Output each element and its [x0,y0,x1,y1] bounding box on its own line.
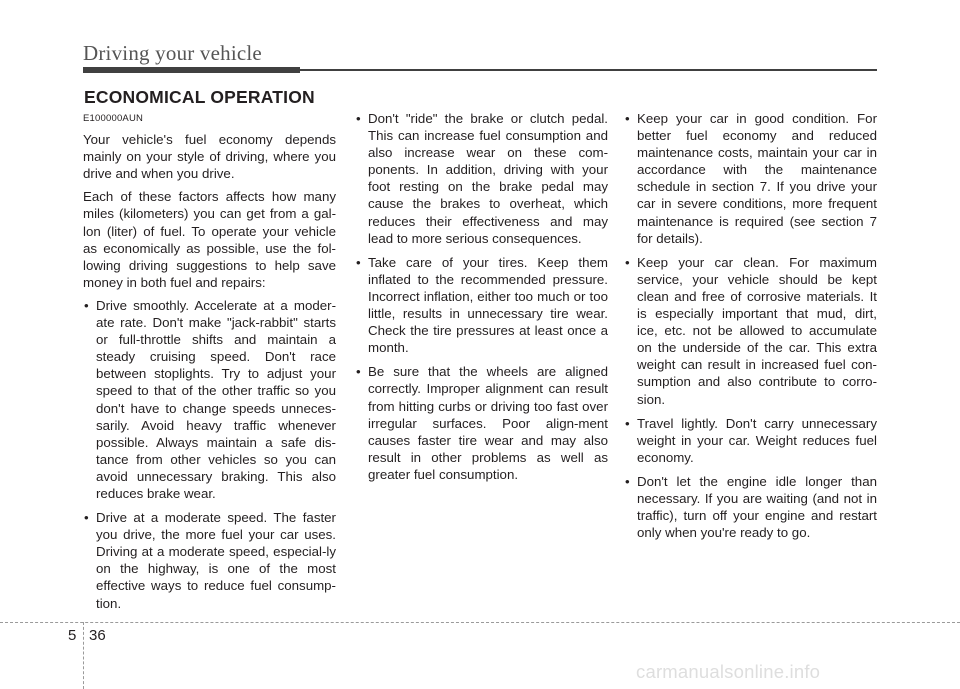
text-column-1 [83,110,336,619]
bullet-list [83,297,336,612]
list-item-text: Don't let the engine idle longer than necessary. If you are waiting (and not in traffic), turn off your engine and restart only when you're ready to go. [637,473,877,541]
chapter-number: 5 [68,627,77,644]
header-title: Driving your vehicle [83,41,262,65]
bullet-icon: • [625,254,630,270]
list-item-text: Drive at a moderate speed. The faster you drive, the more fuel your car uses. Driving at a moderate speed, especial-ly on the highway, is one of the most effective ways to reduce fuel consump-tion. [96,510,336,611]
list-item [355,363,608,483]
list-item-text: Keep your car clean. For maximum service, your vehicle should be kept clean and free of corrosive materials. It is especially important that mud, dirt, ice, etc. not be allowed to accumulate on the underside of the car. This extra weight can result in increased fuel con-sumption and also contribute to corro-sion. [637,254,877,407]
list-item [624,415,877,466]
bullet-icon: • [356,254,361,270]
paragraph: Each of these factors affects how many miles (kilometers) you can get from a gal-lon (liter) of fuel. To operate your vehicle as economically as possible, use the fol-lowing driving suggestions to help save money in both fuel and repairs: [83,189,336,290]
bullet-list [624,110,877,541]
header-rule-thin [300,69,877,71]
list-item [83,509,336,612]
list-item-text: Keep your car in good condition. For better fuel economy and reduced maintenance costs, maintain your car in accordance with the maintenance schedule in section 7. If you drive your car in severe conditions, more frequent maintenance is required (see section 7 for details). [637,111,877,246]
list-item [355,110,608,247]
list-item-text: Travel lightly. Don't carry unnecessary weight in your car. Weight reduces fuel economy. [637,415,877,465]
watermark: carmanualsonline.info [636,661,821,682]
bullet-icon: • [356,111,361,126]
list-item [624,110,877,247]
bullet-icon: • [625,473,630,489]
bullet-icon: • [625,111,630,126]
text-column-2 [355,110,608,490]
section-code: E100000AUN [83,113,144,124]
list-item [355,254,608,357]
text-column-3 [624,110,877,548]
bullet-list [355,110,608,483]
footer-divider [0,622,960,623]
footer-vertical-divider [83,622,84,689]
header-rule-thick [83,67,300,73]
list-item-text: Take care of your tires. Keep them inflated to the recommended pressure. Incorrect inflation, either too much or too little, results in unnecessary tire wear. Check the tire pressures at least once a month. [368,254,608,356]
list-item [83,297,336,502]
bullet-icon: • [356,364,361,380]
list-item [624,473,877,541]
list-item-text: Don't "ride" the brake or clutch pedal. This can increase fuel consumption and also increase wear on these com-ponents. In addition, driving with your foot resting on the brake pedal may cause the brakes to overheat, which reduces their effectiveness and may lead to more serious consequences. [368,111,608,246]
paragraph: Your vehicle's fuel economy depends mainly on your style of driving, where you drive and when you drive. [83,132,336,182]
bullet-icon: • [84,297,89,313]
bullet-icon: • [625,415,630,431]
section-title: ECONOMICAL OPERATION [84,87,315,107]
list-item [624,254,877,408]
list-item-text: Be sure that the wheels are aligned correctly. Improper alignment can result from hitting curbs or driving too fast over irregular surfaces. Poor align-ment causes faster tire wear and may also result in other problems as well as greater fuel consumption. [368,364,608,482]
list-item-text: Drive smoothly. Accelerate at a moder-ate rate. Don't make "jack-rabbit" starts or full-throttle shifts and maintain a steady cruising speed. Don't race between stoplights. Try to adjust your speed to that of the other traffic so you don't have to change speeds unneces-sarily. Avoid heavy traffic whenever possible. Always maintain a safe dis-tance from other vehicles so you can avoid unnecessary braking. This also reduces brake wear. [96,297,336,501]
bullet-icon: • [84,510,89,526]
page-number: 36 [89,627,106,644]
